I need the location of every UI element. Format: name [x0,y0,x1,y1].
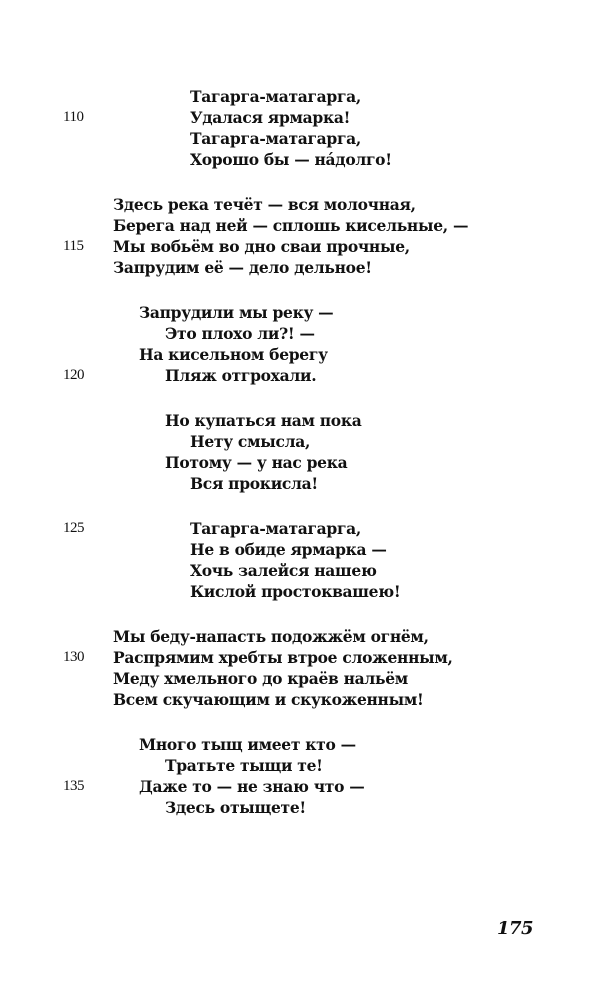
verse-line: Хорошо бы — на́долго! [190,150,392,169]
verse-line: Хочь залейся нашею [190,561,377,580]
line-number: 130 [63,649,84,665]
verse-line: Мы вобьём во дно сваи прочные, [113,237,410,256]
verse-line: Но купаться нам пока [165,411,362,430]
verse-line: Меду хмельного до краёв нальём [113,669,408,688]
verse-line: Запрудим её — дело дельное! [113,258,372,277]
line-number: 115 [63,238,84,254]
verse-line: Не в обиде ярмарка — [190,540,387,559]
verse-line: Тагарга-матагарга, [190,87,362,106]
line-number: 120 [63,367,84,383]
verse-line: Тагарга-матагарга, [190,519,362,538]
line-number: 135 [63,778,84,794]
verse-line: Мы беду-напасть подожжём огнём, [113,627,429,646]
verse-line: Берега над ней — сплошь кисельные, — [113,216,469,235]
verse-line: Вся прокисла! [190,474,318,493]
verse-line: Даже то — не знаю что — [139,777,365,796]
verse-line: Потому — у нас река [165,453,348,472]
verse-line: Нету смысла, [190,432,311,451]
verse-line: Пляж отгрохали. [165,366,317,385]
page-number: 175 [497,918,534,939]
verse-line: Запрудили мы реку — [139,303,334,322]
verse-line: Удалася ярмарка! [190,108,351,127]
verse-line: Распрямим хребты втрое сложенным, [113,648,453,667]
verse-line: Всем скучающим и скукоженным! [113,690,424,709]
verse-line: Кислой простоквашею! [190,582,401,601]
verse-line: На кисельном берегу [139,345,328,364]
verse-line: Тагарга-матагарга, [190,129,362,148]
verse-line: Тратьте тыщи те! [165,756,323,775]
verse-line: Здесь отыщете! [165,798,306,817]
line-number: 110 [63,109,84,125]
verse-line: Много тыщ имеет кто — [139,735,356,754]
verse-line: Это плохо ли?! — [165,324,315,343]
verse-line: Здесь река течёт — вся молочная, [113,195,416,214]
line-number: 125 [63,520,84,536]
